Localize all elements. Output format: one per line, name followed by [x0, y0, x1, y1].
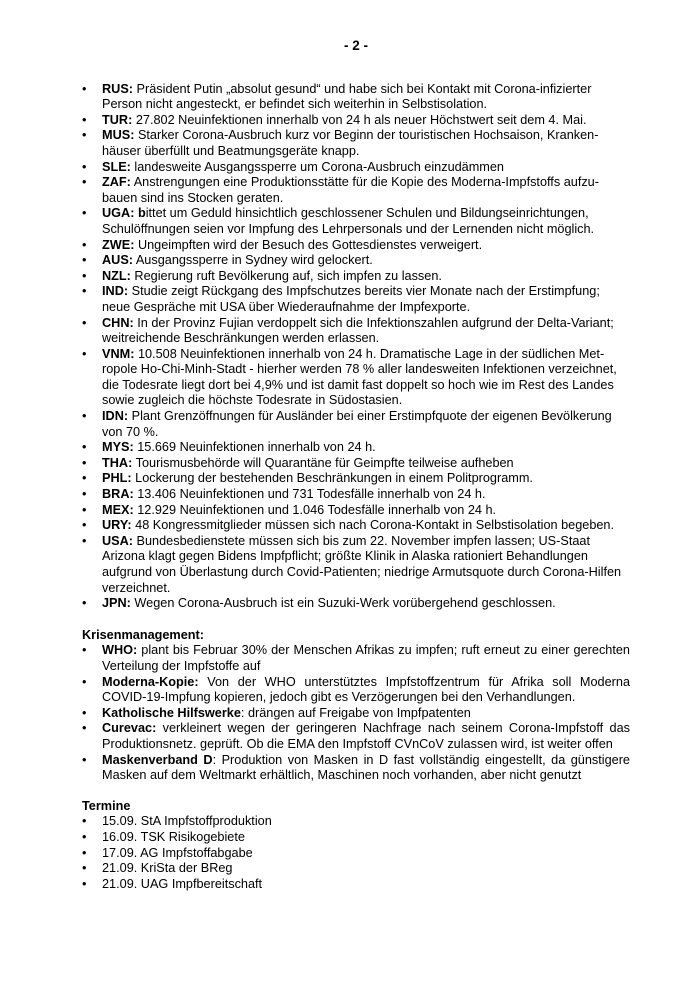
bullet-icon: •	[82, 533, 87, 548]
list-item	[82, 82, 630, 113]
item-label: THA:	[102, 455, 133, 470]
termine-heading: Termine	[82, 798, 131, 813]
item-label: IND:	[102, 284, 129, 299]
item-label: MEX:	[102, 502, 134, 517]
item-text: plant bis Februar 30% der Menschen Afrikas zu impfen; ruft erneut zu einer gerechten Verteilung der Impfstoffe auf	[102, 643, 630, 673]
bullet-icon: •	[82, 721, 87, 736]
item-label: Moderna-Kopie:	[102, 674, 199, 689]
list-item	[82, 269, 630, 285]
item-label: ZWE:	[102, 237, 135, 252]
krisenmanagement-heading: Krisenmanagement:	[82, 627, 204, 642]
item-text: Wegen Corona-Ausbruch ist ein Suzuki-Werk vorübergehend geschlossen.	[130, 596, 556, 611]
bullet-icon: •	[82, 502, 87, 517]
bullet-icon: •	[82, 705, 87, 720]
item-text: 48 Kongressmitglieder müssen sich nach Corona-Kontakt in Selbstisolation begeben.	[131, 518, 615, 533]
list-item	[82, 518, 630, 534]
item-text: Tourismusbehörde will Quarantäne für Geimpfte teilweise aufheben	[132, 455, 514, 470]
bullet-icon: •	[82, 237, 87, 252]
item-label: PHL:	[102, 471, 132, 486]
item-text: 13.406 Neuinfektionen und 731 Todesfälle innerhalb von 24 h.	[133, 487, 486, 502]
bullet-icon: •	[82, 876, 87, 891]
list-item	[82, 347, 630, 409]
item-label: USA:	[102, 533, 134, 548]
bullet-icon: •	[82, 409, 87, 424]
list-item	[82, 675, 630, 706]
bullet-icon: •	[82, 112, 87, 127]
item-text: Regierung ruft Bevölkerung auf, sich impfen zu lassen.	[130, 268, 442, 283]
country-updates-list	[82, 82, 630, 612]
bullet-icon: •	[82, 674, 87, 689]
item-label: Katholische Hilfswerke	[102, 705, 241, 720]
bullet-icon: •	[82, 440, 87, 455]
bullet-icon: •	[82, 518, 87, 533]
bullet-icon: •	[82, 471, 87, 486]
item-text: 17.09. AG Impfstoffabgabe	[102, 845, 253, 860]
list-item	[82, 471, 630, 487]
item-text: Plant Grenzöffnungen für Ausländer bei einer Erstimpfquote der eigenen Bevölkerung von 70 %.	[102, 409, 612, 439]
item-label: URY:	[102, 518, 132, 533]
bullet-icon: •	[82, 752, 87, 767]
item-text: 16.09. TSK Risikogebiete	[102, 829, 245, 844]
list-item	[82, 814, 630, 830]
item-label: Maskenverband D	[102, 752, 213, 767]
krisenmanagement-list	[82, 643, 630, 783]
list-item	[82, 440, 630, 456]
item-label: JPN:	[102, 596, 131, 611]
list-item	[82, 596, 630, 612]
item-text: Ausgangssperre in Sydney wird gelockert.	[133, 253, 373, 268]
list-item	[82, 877, 630, 893]
list-item	[82, 861, 630, 877]
list-item	[82, 316, 630, 347]
item-text: 12.929 Neuinfektionen und 1.046 Todesfälle innerhalb von 24 h.	[133, 502, 497, 517]
bullet-icon: •	[82, 845, 87, 860]
bullet-icon: •	[82, 206, 87, 221]
list-item	[82, 238, 630, 254]
list-item	[82, 846, 630, 862]
item-label: IDN:	[102, 409, 129, 424]
bullet-icon: •	[82, 268, 87, 283]
bullet-icon: •	[82, 253, 87, 268]
item-text: Ungeimpften wird der Besuch des Gottesdienstes verweigert.	[134, 237, 483, 252]
bullet-icon: •	[82, 455, 87, 470]
item-label: SLE:	[102, 159, 131, 174]
item-text: 15.09. StA Impfstoffproduktion	[102, 814, 272, 829]
item-label: WHO:	[102, 643, 138, 658]
bullet-icon: •	[82, 596, 87, 611]
bullet-icon: •	[82, 284, 87, 299]
list-item	[82, 534, 630, 596]
page-number: - 2 -	[343, 38, 368, 53]
item-text: 15.669 Neuinfektionen innerhalb von 24 h.	[133, 440, 376, 455]
item-text: Starker Corona-Ausbruch kurz vor Beginn der touristischen Hochsaison, Krankenhäuser überfüllt und Beatmungsgeräte knapp.	[102, 128, 599, 158]
bullet-icon: •	[82, 315, 87, 330]
list-item	[82, 503, 630, 519]
item-label: MYS:	[102, 440, 134, 455]
bullet-icon: •	[82, 159, 87, 174]
item-text: 21.09. KriSta der BReg	[102, 861, 233, 876]
list-item	[82, 830, 630, 846]
item-text: In der Provinz Fujian verdoppelt sich die Infektionszahlen aufgrund der Delta-Variant; weitreichende Beschränkungen werden erlassen.	[102, 315, 614, 346]
item-text: Anstrengungen eine Produktionsstätte für die Kopie des Moderna-Impfstoffs aufzubauen sind ins Stocken geraten.	[102, 175, 599, 205]
list-item	[82, 206, 630, 237]
list-item	[82, 706, 630, 722]
list-item	[82, 721, 630, 752]
item-text: Lockerung der bestehenden Beschränkungen in einem Politprogramm.	[131, 471, 533, 486]
item-text: 21.09. UAG Impfbereitschaft	[102, 876, 263, 891]
list-item	[82, 409, 630, 440]
bullet-icon: •	[82, 861, 87, 876]
item-label: VNM:	[102, 346, 135, 361]
item-text: Präsident Putin „absolut gesund“ und habe sich bei Kontakt mit Corona-infizierter Person nicht angesteckt, er befindet sich weiterhin in Selbstisolation.	[102, 81, 592, 112]
bullet-icon: •	[82, 814, 87, 829]
item-text: Studie zeigt Rückgang des Impfschutzes bereits vier Monate nach der Erstimpfung; neue Gespräche mit USA über Wiederaufnahme der Impfexporte.	[102, 284, 600, 314]
item-label: UGA: b	[102, 206, 146, 221]
bullet-icon: •	[82, 643, 87, 658]
item-text: 10.508 Neuinfektionen innerhalb von 24 h. Dramatische Lage in der südlichen Metropole Ho-Chi-Minh-Stadt - hierher werden 78 % aller landesweiten Infektionen verzeichnet, die Todesrate liegt dort bei 4,9% und ist damit fast doppelt so hoch wie im Rest des Landes sowie zugleich die höchste Todesrate in Südostasien.	[102, 346, 617, 408]
item-label: CHN:	[102, 315, 134, 330]
list-item	[82, 643, 630, 674]
list-item	[82, 175, 630, 206]
list-item	[82, 128, 630, 159]
bullet-icon: •	[82, 175, 87, 190]
item-label: Curevac:	[102, 721, 157, 736]
bullet-icon: •	[82, 829, 87, 844]
item-text: landesweite Ausgangssperre um Corona-Ausbruch einzudämmen	[130, 159, 504, 174]
list-item	[82, 284, 630, 315]
list-item	[82, 456, 630, 472]
item-text: ittet um Geduld hinsichtlich geschlossener Schulen und Bildungseinrichtungen, Schulöffnungen seien vor Impfung des Lehrpersonals und der Lernenden nicht möglich.	[102, 206, 595, 236]
item-label: AUS:	[102, 253, 134, 268]
list-item	[82, 487, 630, 503]
list-item	[82, 113, 630, 129]
item-label: BRA:	[102, 487, 134, 502]
bullet-icon: •	[82, 487, 87, 502]
bullet-icon: •	[82, 346, 87, 361]
item-text: verkleinert wegen der geringeren Nachfrage nach seinem Corona-Impfstoff das Produktionsnetz. geprüft. Ob die EMA den Impfstoff CVnCoV zulassen wird, ist weiter offen	[102, 721, 630, 751]
item-text: Bundesbedienstete müssen sich bis zum 22. November impfen lassen; US-Staat Arizona klagt gegen Bidens Impfpflicht; größte Klinik in Alaska rationiert Behandlungen aufgrund von Überlastung durch Covid-Patienten; niedrige Armutsquote durch Corona-Hilfen verzeichnet.	[102, 533, 622, 595]
bullet-icon: •	[82, 81, 87, 96]
item-label: ZAF:	[102, 175, 131, 190]
item-label: NZL:	[102, 268, 131, 283]
list-item	[82, 753, 630, 784]
item-label: TUR:	[102, 112, 133, 127]
item-text: 27.802 Neuinfektionen innerhalb von 24 h als neuer Höchstwert seit dem 4. Mai.	[132, 112, 587, 127]
list-item	[82, 253, 630, 269]
item-text: Von der WHO unterstütztes Impfstoffzentrum für Afrika soll Moderna COVID-19-Impfung kopieren, jedoch gibt es Verzögerungen bei den Verhandlungen.	[102, 674, 630, 705]
item-label: RUS:	[102, 81, 134, 96]
list-item	[82, 160, 630, 176]
item-text: : drängen auf Freigabe von Impfpatenten	[240, 705, 471, 720]
termine-list	[82, 814, 630, 892]
item-label: MUS:	[102, 128, 135, 143]
bullet-icon: •	[82, 128, 87, 143]
item-text: : Produktion von Masken in D fast vollständig eingestellt, da günstigere Masken auf dem Weltmarkt erhältlich, Maschinen noch vorhanden, aber nicht genutzt	[102, 752, 630, 783]
